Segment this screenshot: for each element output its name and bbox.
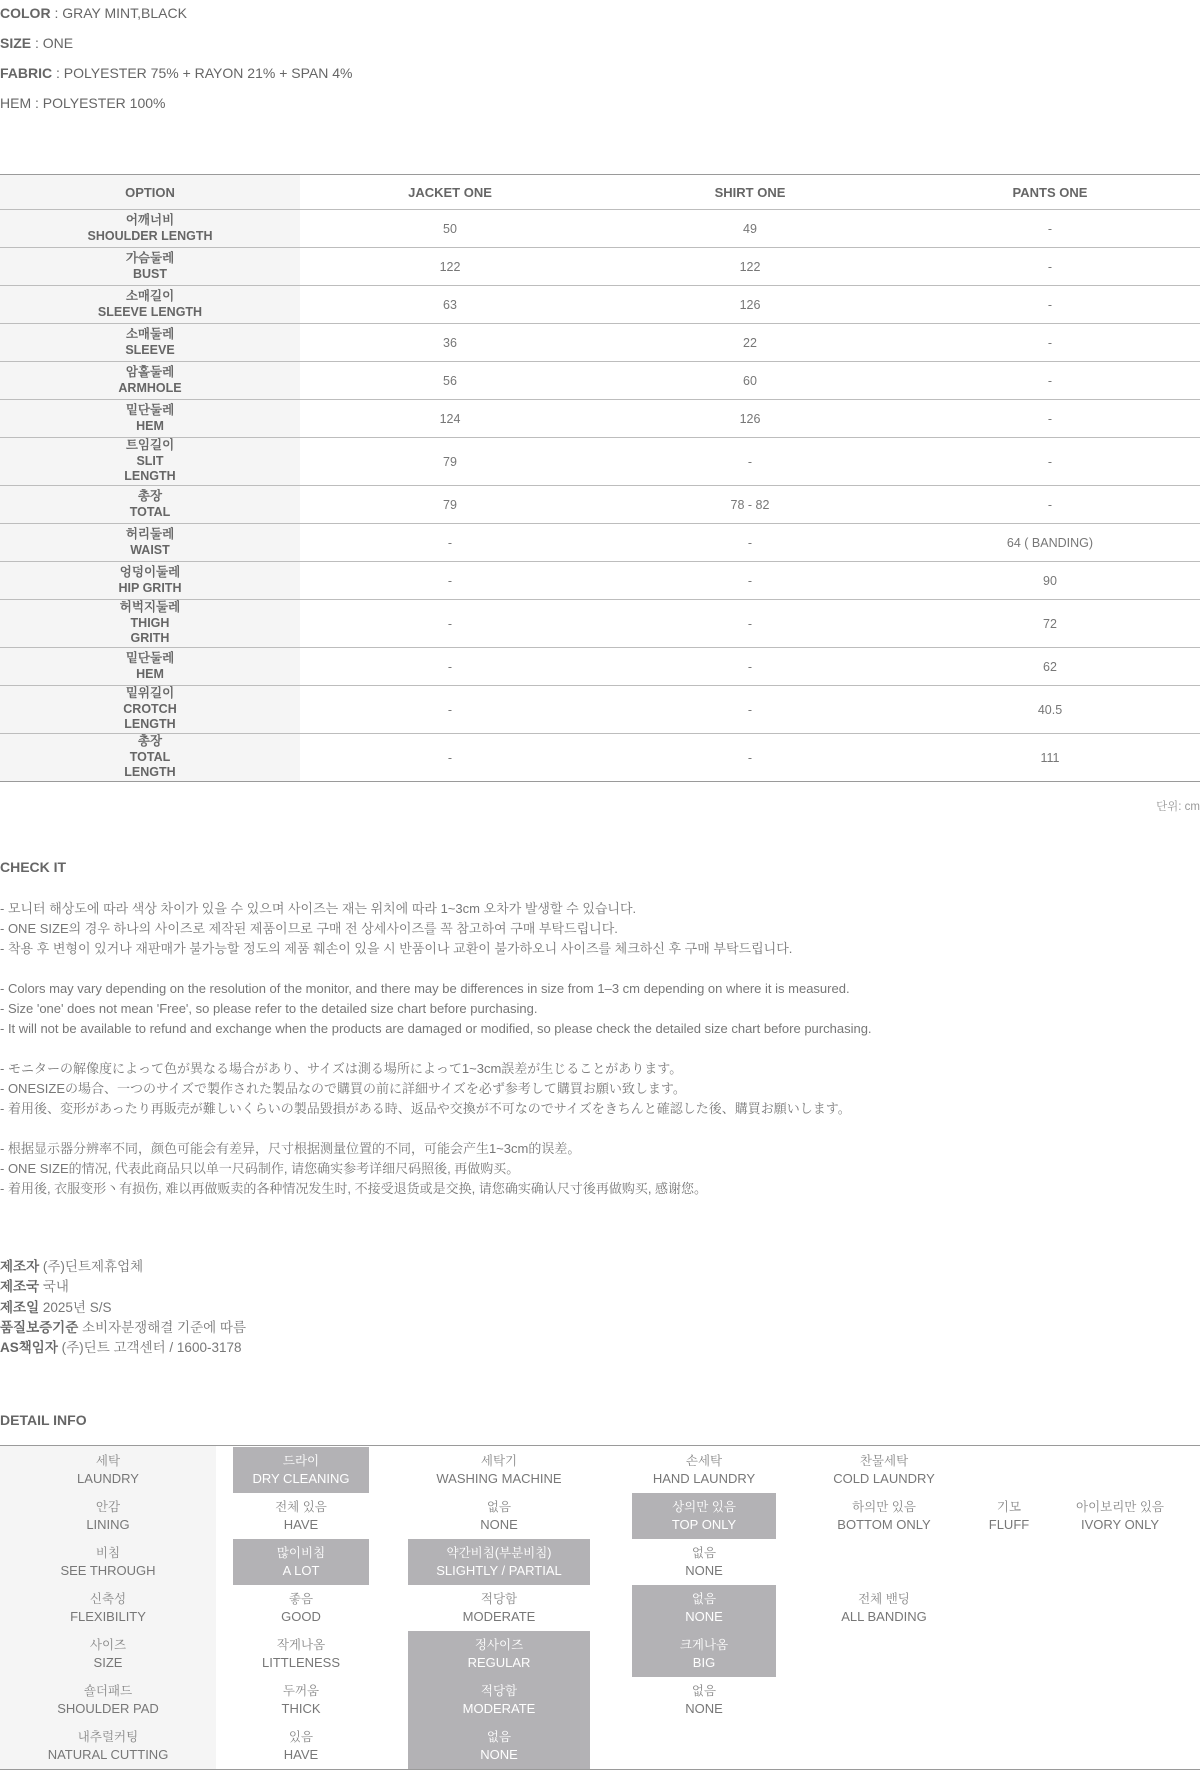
fabric-spec bbox=[0, 65, 352, 81]
maker-line bbox=[0, 1257, 246, 1277]
detail-option-ko: 없음 bbox=[691, 1546, 717, 1560]
check-title: CHECK IT bbox=[0, 859, 67, 875]
row-value: - bbox=[600, 734, 900, 782]
detail-option-ko: 없음 bbox=[691, 1684, 717, 1698]
check-line: - ONE SIZE的情况, 代表此商品只以单一尺码制作, 请您确实参考详细尺码照後, 再做购买。 bbox=[0, 1161, 520, 1176]
row-label bbox=[0, 362, 300, 400]
table-row bbox=[0, 286, 1200, 324]
row-value: 79 bbox=[300, 438, 600, 486]
check-line: - 着用後、変形があったり再販売が難しいくらいの製品毀損がある時、返品や交換が不可なのでサイズをきちんと確認した後、購買お願いします。 bbox=[0, 1101, 851, 1116]
detail-option-en: IVORY ONLY bbox=[1080, 1517, 1160, 1532]
row-label bbox=[0, 400, 300, 438]
maker-line bbox=[0, 1318, 246, 1338]
detail-option-ko: 없음 bbox=[486, 1500, 512, 1514]
row-value: - bbox=[300, 648, 600, 686]
row-label-ko: 총장 bbox=[137, 489, 163, 503]
detail-option-ko: 전체 밴딩 bbox=[858, 1592, 910, 1606]
row-label-ko: 가슴둘레 bbox=[125, 251, 175, 265]
row-value: - bbox=[900, 486, 1200, 524]
detail-option-ko: 없음 bbox=[486, 1730, 512, 1744]
maker-label: 제조자 bbox=[0, 1259, 40, 1274]
detail-option-selected bbox=[408, 1539, 590, 1585]
detail-option-ko: 두꺼움 bbox=[282, 1684, 320, 1698]
detail-option-selected bbox=[632, 1631, 776, 1677]
row-value: 22 bbox=[600, 324, 900, 362]
detail-option-ko: 많이비침 bbox=[276, 1546, 326, 1560]
detail-option-en: BIG bbox=[692, 1655, 716, 1670]
row-value: - bbox=[900, 210, 1200, 248]
row-label-en: HIP GRITH bbox=[118, 580, 182, 595]
detail-option-ko: 크게나옴 bbox=[679, 1638, 729, 1652]
row-value: - bbox=[600, 600, 900, 648]
table-row bbox=[0, 438, 1200, 486]
detail-option-ko: 아이보리만 있음 bbox=[1076, 1500, 1164, 1514]
row-value: 50 bbox=[300, 210, 600, 248]
detail-option bbox=[408, 1493, 590, 1539]
row-label-en: HEM bbox=[136, 418, 164, 433]
detail-label-ko: 사이즈 bbox=[89, 1638, 127, 1652]
detail-option-selected bbox=[632, 1585, 776, 1631]
check-line: - 착용 후 변형이 있거나 재판매가 불가능할 정도의 제품 훼손이 있을 시 반품이나 교환이 불가하오니 사이즈를 체크하신 후 구매 부탁드립니다. bbox=[0, 941, 793, 956]
check-line: - Colors may vary depending on the resolution of the monitor, and there may be differences in size from 1–3 cm depending on where it is measured. bbox=[0, 981, 850, 996]
maker-label: 품질보증기준 bbox=[0, 1319, 79, 1335]
row-value: - bbox=[300, 686, 600, 734]
row-value: 64 ( BANDING) bbox=[900, 524, 1200, 562]
header-shirt: SHIRT ONE bbox=[600, 175, 900, 210]
unit-label: 단위: cm bbox=[1156, 801, 1200, 813]
hem-spec: HEM : POLYESTER 100% bbox=[0, 95, 166, 111]
check-line: - ONESIZEの場合、一つのサイズで製作された製品なので購買の前に詳細サイズを必ず参考して購買お願い致します。 bbox=[0, 1081, 686, 1096]
detail-label-en: NATURAL CUTTING bbox=[47, 1747, 169, 1762]
row-label-en: GRITH bbox=[130, 631, 170, 646]
detail-option-en: DRY CLEANING bbox=[252, 1471, 350, 1486]
row-label bbox=[0, 524, 300, 562]
row-value: - bbox=[300, 524, 600, 562]
check-line: - 根据显示器分辨率不同，颜色可能会有差异，尺寸根据测量位置的不同，可能会产生1~3cm的误差。 bbox=[0, 1141, 581, 1156]
detail-option-ko: 작게나옴 bbox=[276, 1638, 326, 1652]
row-label-en: LENGTH bbox=[124, 469, 176, 484]
detail-option-en: ALL BANDING bbox=[841, 1609, 927, 1624]
row-label-ko: 소매길이 bbox=[125, 289, 175, 303]
detail-option-en: WASHING MACHINE bbox=[436, 1471, 562, 1486]
table-row bbox=[0, 400, 1200, 438]
detail-info-grid bbox=[0, 1445, 1200, 1770]
detail-option-selected bbox=[233, 1447, 369, 1493]
row-value: 40.5 bbox=[900, 686, 1200, 734]
row-value: 56 bbox=[300, 362, 600, 400]
detail-option-ko: 세탁기 bbox=[480, 1454, 518, 1468]
detail-label-en: LINING bbox=[86, 1517, 130, 1532]
detail-option-ko: 전체 있음 bbox=[275, 1500, 327, 1514]
detail-option-selected bbox=[408, 1723, 590, 1769]
detail-label bbox=[0, 1585, 216, 1631]
detail-label bbox=[0, 1677, 216, 1723]
detail-option-selected bbox=[233, 1539, 369, 1585]
detail-option-en: NONE bbox=[685, 1609, 723, 1624]
detail-option-ko: 하의만 있음 bbox=[852, 1500, 916, 1514]
row-label bbox=[0, 210, 300, 248]
row-label bbox=[0, 648, 300, 686]
row-label-en: LENGTH bbox=[124, 765, 176, 780]
color-spec bbox=[0, 5, 187, 21]
row-value: - bbox=[900, 438, 1200, 486]
row-value: 72 bbox=[900, 600, 1200, 648]
row-value: - bbox=[900, 248, 1200, 286]
row-label-ko: 허벅지둘레 bbox=[119, 600, 181, 615]
table-row bbox=[0, 600, 1200, 648]
row-value: 49 bbox=[600, 210, 900, 248]
check-line: - 모니터 해상도에 따라 색상 차이가 있을 수 있으며 사이즈는 재는 위치에 따라 1~3cm 오차가 발생할 수 있습니다. bbox=[0, 901, 637, 916]
row-label-en: LENGTH bbox=[124, 717, 176, 732]
check-group bbox=[0, 979, 872, 1039]
fabric-label: FABRIC bbox=[0, 65, 53, 81]
detail-label-en: SIZE bbox=[93, 1655, 123, 1670]
row-label-ko: 암홀둘레 bbox=[125, 365, 175, 379]
row-value: 126 bbox=[600, 400, 900, 438]
row-value: 90 bbox=[900, 562, 1200, 600]
detail-label bbox=[0, 1723, 216, 1769]
row-label-en: CROTCH bbox=[123, 701, 177, 716]
detail-option-selected bbox=[408, 1677, 590, 1723]
row-value: 124 bbox=[300, 400, 600, 438]
maker-value: (주)딘트제휴업체 bbox=[39, 1259, 144, 1274]
detail-option-ko: 있음 bbox=[288, 1730, 314, 1744]
detail-option-en: SLIGHTLY / PARTIAL bbox=[436, 1563, 562, 1578]
detail-option-ko: 좋음 bbox=[288, 1592, 314, 1606]
row-label-ko: 엉덩이둘레 bbox=[119, 565, 181, 579]
size-label: SIZE bbox=[0, 35, 32, 51]
row-label bbox=[0, 734, 300, 782]
detail-option bbox=[800, 1447, 968, 1493]
detail-option-ko: 약간비침(부분비침) bbox=[446, 1546, 552, 1560]
row-value: - bbox=[900, 286, 1200, 324]
row-value: - bbox=[900, 400, 1200, 438]
row-label bbox=[0, 486, 300, 524]
color-label: COLOR bbox=[0, 5, 51, 21]
detail-label-ko: 신축성 bbox=[89, 1592, 127, 1606]
table-row bbox=[0, 486, 1200, 524]
row-label bbox=[0, 248, 300, 286]
detail-option-en: NONE bbox=[480, 1747, 518, 1762]
row-value: - bbox=[600, 562, 900, 600]
row-value: - bbox=[300, 734, 600, 782]
detail-option-en: TOP ONLY bbox=[671, 1517, 737, 1532]
size-value: : ONE bbox=[31, 35, 74, 51]
table-row bbox=[0, 734, 1200, 782]
row-value: 126 bbox=[600, 286, 900, 324]
detail-option bbox=[233, 1493, 369, 1539]
maker-label: AS책임자 bbox=[0, 1340, 58, 1356]
row-value: 62 bbox=[900, 648, 1200, 686]
header-pants: PANTS ONE bbox=[900, 175, 1200, 210]
detail-option-en: REGULAR bbox=[467, 1655, 531, 1670]
check-line: - Size 'one' does not mean 'Free', so please refer to the detailed size chart before purchasing. bbox=[0, 1001, 538, 1016]
size-spec bbox=[0, 35, 73, 51]
detail-label bbox=[0, 1493, 216, 1539]
detail-option-selected bbox=[408, 1631, 590, 1677]
color-value: : GRAY MINT,BLACK bbox=[50, 5, 187, 21]
row-value: 122 bbox=[600, 248, 900, 286]
row-label-en: SLEEVE bbox=[125, 342, 175, 357]
detail-option-en: HAVE bbox=[283, 1517, 319, 1532]
row-label-en: SHOULDER LENGTH bbox=[87, 228, 213, 243]
detail-option-en: GOOD bbox=[281, 1609, 321, 1624]
detail-option bbox=[632, 1539, 776, 1585]
row-value: - bbox=[600, 686, 900, 734]
detail-label-ko: 숄더패드 bbox=[83, 1684, 133, 1698]
row-label bbox=[0, 686, 300, 734]
detail-label bbox=[0, 1539, 216, 1585]
check-line: - 着用後, 衣服变形丶有损伤, 难以再做贩卖的各种情况发生时, 不接受退货或是交换, 请您确实确认尺寸後再做购买, 感谢您。 bbox=[0, 1181, 708, 1196]
detail-title: DETAIL INFO bbox=[0, 1412, 87, 1428]
detail-label bbox=[0, 1631, 216, 1677]
row-value: - bbox=[300, 600, 600, 648]
row-label-ko: 소매둘레 bbox=[125, 327, 175, 341]
row-value: 60 bbox=[600, 362, 900, 400]
detail-option-en: MODERATE bbox=[462, 1701, 536, 1716]
detail-option-en: HAVE bbox=[283, 1747, 319, 1762]
detail-option-en: NONE bbox=[685, 1701, 723, 1716]
fabric-value: : POLYESTER 75% + RAYON 21% + SPAN 4% bbox=[52, 65, 353, 81]
detail-option-en: BOTTOM ONLY bbox=[837, 1517, 931, 1532]
detail-label-en: FLEXIBILITY bbox=[70, 1609, 146, 1624]
row-label bbox=[0, 438, 300, 486]
table-row bbox=[0, 324, 1200, 362]
manufacturer-info bbox=[0, 1257, 246, 1358]
row-value: 63 bbox=[300, 286, 600, 324]
row-label-ko: 밑단둘레 bbox=[125, 403, 175, 417]
row-label-en: HEM bbox=[136, 666, 164, 681]
check-line: - It will not be available to refund and exchange when the products are damaged or modified, so please check the detailed size chart before purchasing. bbox=[0, 1021, 872, 1036]
detail-label-ko: 내추럴커팅 bbox=[77, 1730, 139, 1744]
detail-option-ko: 없음 bbox=[691, 1592, 717, 1606]
detail-option-en: FLUFF bbox=[988, 1517, 1030, 1532]
detail-label-en: LAUNDRY bbox=[77, 1471, 139, 1486]
row-label bbox=[0, 600, 300, 648]
check-line: - ONE SIZE의 경우 하나의 사이즈로 제작된 제품이므로 구매 전 상세사이즈를 꼭 참고하여 구매 부탁드립니다. bbox=[0, 921, 618, 936]
row-value: 79 bbox=[300, 486, 600, 524]
row-label-en: TOTAL bbox=[129, 749, 171, 764]
detail-option bbox=[632, 1447, 776, 1493]
row-value: - bbox=[900, 362, 1200, 400]
table-row bbox=[0, 562, 1200, 600]
detail-option bbox=[800, 1585, 968, 1631]
detail-label bbox=[0, 1447, 216, 1493]
row-label-en: BUST bbox=[132, 266, 168, 281]
row-label-en: ARMHOLE bbox=[118, 380, 182, 395]
detail-option bbox=[233, 1677, 369, 1723]
row-value: - bbox=[900, 324, 1200, 362]
detail-option-en: COLD LAUNDRY bbox=[833, 1471, 935, 1486]
maker-line bbox=[0, 1298, 246, 1318]
detail-label-ko: 세탁 bbox=[95, 1454, 121, 1468]
row-label bbox=[0, 562, 300, 600]
row-value: - bbox=[600, 438, 900, 486]
row-label-en: TOTAL bbox=[129, 504, 171, 519]
row-label bbox=[0, 286, 300, 324]
table-row bbox=[0, 248, 1200, 286]
detail-option-selected bbox=[632, 1493, 776, 1539]
detail-option-en: MODERATE bbox=[462, 1609, 536, 1624]
row-label-ko: 밑위길이 bbox=[125, 686, 175, 701]
row-value: 111 bbox=[900, 734, 1200, 782]
detail-option-ko: 상의만 있음 bbox=[672, 1500, 736, 1514]
detail-option bbox=[1060, 1493, 1180, 1539]
row-label-en: SLEEVE LENGTH bbox=[97, 304, 203, 319]
row-value: - bbox=[300, 562, 600, 600]
check-group bbox=[0, 1059, 851, 1119]
size-table bbox=[0, 174, 1200, 782]
check-line: - モニターの解像度によって色が異なる場合があり、サイズは測る場所によって1~3cm誤差が生じることがあります。 bbox=[0, 1061, 683, 1076]
detail-option-ko: 적당함 bbox=[480, 1684, 518, 1698]
detail-option bbox=[632, 1677, 776, 1723]
maker-label: 제조일 bbox=[0, 1299, 40, 1315]
row-label bbox=[0, 324, 300, 362]
detail-option bbox=[800, 1493, 968, 1539]
row-value: 78 - 82 bbox=[600, 486, 900, 524]
detail-option-ko: 정사이즈 bbox=[474, 1638, 524, 1652]
detail-option-en: HAND LAUNDRY bbox=[652, 1471, 756, 1486]
table-row bbox=[0, 524, 1200, 562]
detail-option bbox=[233, 1723, 369, 1769]
table-row bbox=[0, 648, 1200, 686]
size-table-header bbox=[0, 175, 1200, 210]
detail-option bbox=[408, 1447, 590, 1493]
maker-label: 제조국 bbox=[0, 1279, 40, 1295]
check-group bbox=[0, 1139, 707, 1199]
maker-value: 2025년 S/S bbox=[39, 1299, 112, 1315]
detail-option bbox=[408, 1585, 590, 1631]
table-row bbox=[0, 686, 1200, 734]
row-label-en: THIGH bbox=[130, 615, 170, 630]
detail-option-ko: 손세탁 bbox=[685, 1454, 723, 1468]
row-label-ko: 총장 bbox=[137, 734, 163, 749]
detail-option-en: A LOT bbox=[282, 1563, 320, 1578]
detail-label-ko: 안감 bbox=[95, 1500, 121, 1514]
row-label-ko: 허리둘레 bbox=[125, 527, 175, 541]
detail-option-ko: 적당함 bbox=[480, 1592, 518, 1606]
maker-value: 국내 bbox=[39, 1279, 69, 1295]
detail-option bbox=[975, 1493, 1043, 1539]
detail-option-en: NONE bbox=[480, 1517, 518, 1532]
detail-label-en: SEE THROUGH bbox=[60, 1563, 156, 1578]
detail-option-en: THICK bbox=[281, 1701, 321, 1716]
row-value: - bbox=[600, 648, 900, 686]
maker-line bbox=[0, 1338, 246, 1358]
row-label-en: SLIT bbox=[136, 453, 164, 468]
maker-line bbox=[0, 1277, 246, 1297]
detail-label-en: SHOULDER PAD bbox=[57, 1701, 159, 1716]
row-value: - bbox=[600, 524, 900, 562]
row-value: 36 bbox=[300, 324, 600, 362]
detail-option-ko: 드라이 bbox=[282, 1454, 320, 1468]
check-group bbox=[0, 899, 792, 959]
header-option: OPTION bbox=[0, 175, 300, 210]
detail-label-ko: 비침 bbox=[95, 1546, 121, 1560]
row-label-ko: 트임길이 bbox=[125, 438, 175, 453]
header-jacket: JACKET ONE bbox=[300, 175, 600, 210]
row-label-ko: 어깨너비 bbox=[125, 213, 175, 227]
detail-option-en: NONE bbox=[685, 1563, 723, 1578]
detail-option-ko: 찬물세탁 bbox=[859, 1454, 909, 1468]
table-row bbox=[0, 362, 1200, 400]
detail-option bbox=[233, 1585, 369, 1631]
detail-option-ko: 기모 bbox=[996, 1500, 1022, 1514]
row-value: 122 bbox=[300, 248, 600, 286]
row-label-ko: 밑단둘레 bbox=[125, 651, 175, 665]
detail-option-en: LITTLENESS bbox=[261, 1655, 341, 1670]
row-label-en: WAIST bbox=[130, 542, 170, 557]
table-row bbox=[0, 210, 1200, 248]
maker-value: 소비자분쟁해결 기준에 따름 bbox=[78, 1319, 246, 1335]
detail-option bbox=[233, 1631, 369, 1677]
maker-value: (주)딘트 고객센터 / 1600-3178 bbox=[57, 1340, 242, 1356]
